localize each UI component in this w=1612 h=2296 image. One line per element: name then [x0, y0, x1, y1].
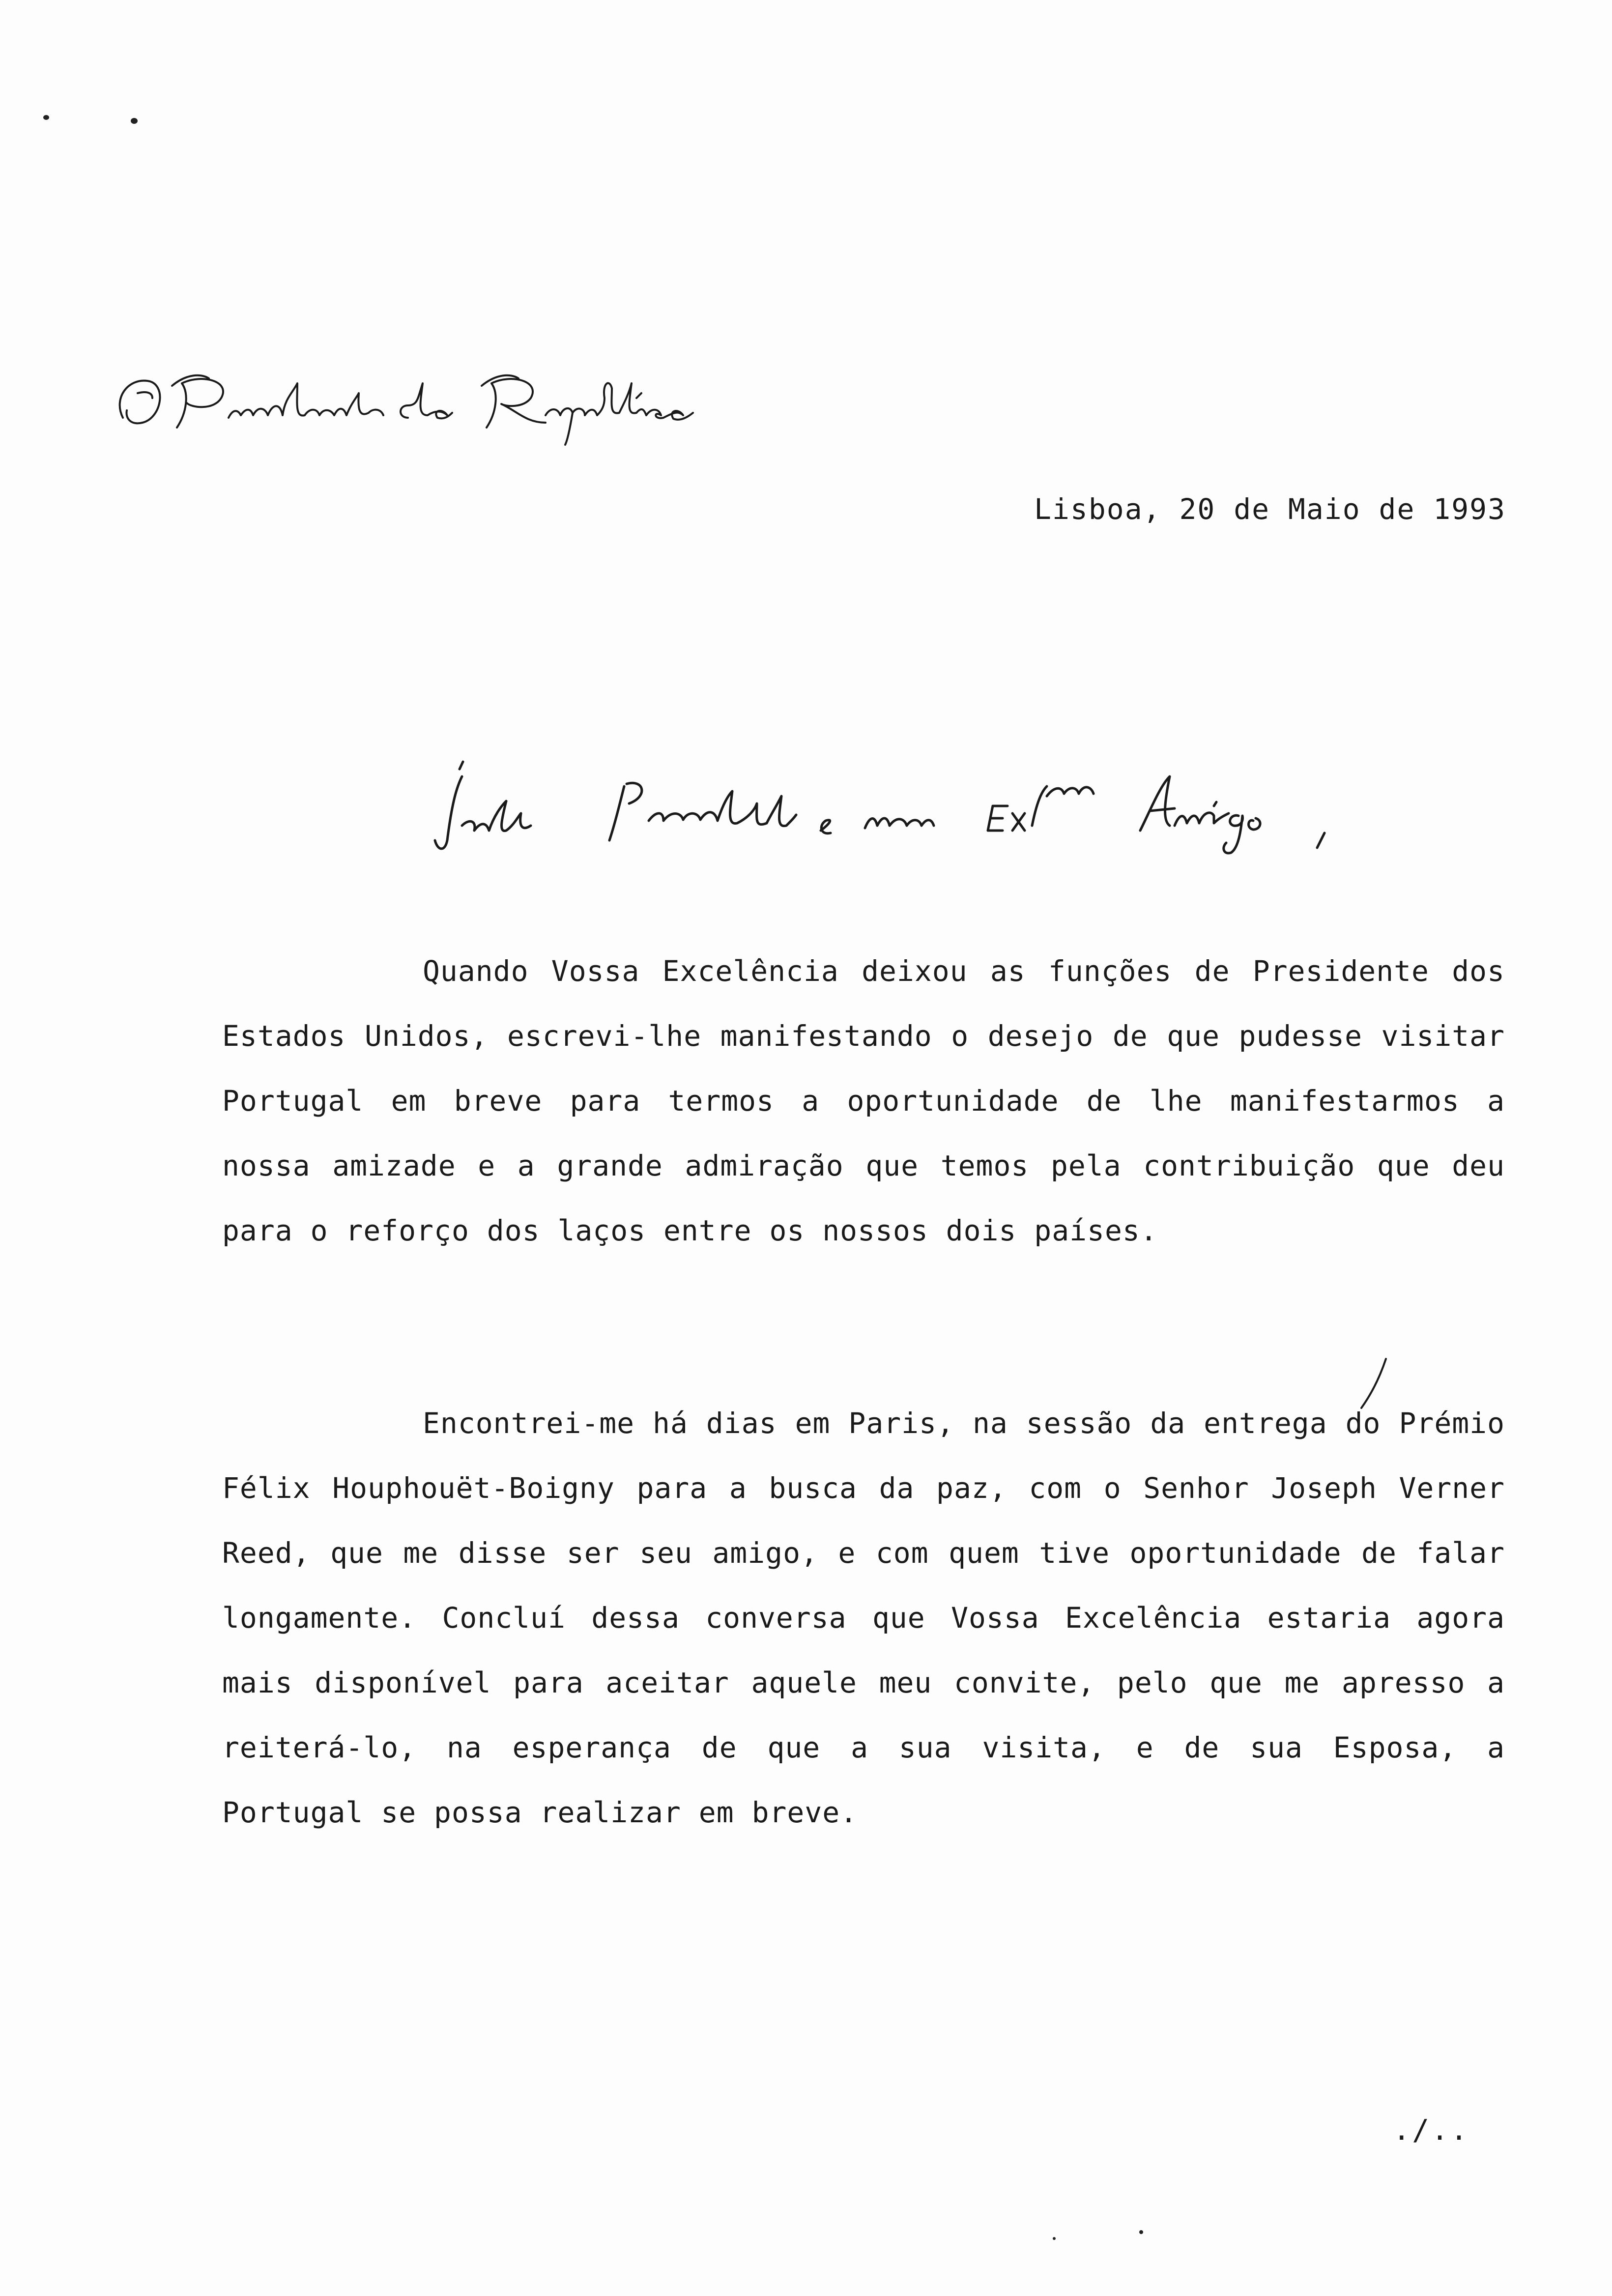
body-paragraph: Quando Vossa Excelência deixou as funções de Presidente dos Estados Unidos, escrevi-lhe manifestando o desejo de que pudesse visitar Portugal em breve para termos a oportunidade de lhe manifestarmos a nossa amizade e a grande admiração que temos pela contribuição que deu para o reforço dos laços entre os nossos dois países.	[222, 954, 1505, 1247]
dateline: Lisboa, 20 de Maio de 1993	[1034, 492, 1506, 526]
page-continuation-mark: ./..	[1393, 2113, 1469, 2147]
scan-speck	[1053, 2237, 1056, 2240]
scan-speck	[131, 118, 138, 124]
letterhead-script	[103, 364, 742, 447]
handwritten-salutation	[432, 757, 1366, 875]
scan-speck	[1139, 2230, 1143, 2234]
scan-speck	[43, 115, 49, 120]
body-paragraph: Encontrei-me há dias em Paris, na sessão da entrega do Prémio Félix Houphouët-Boigny para a busca da paz, com o Senhor Joseph Verner Reed, que me disse ser seu amigo, e com quem tive oportunidade de falar longamente. Concluí dessa conversa que Vossa Excelência estaria agora mais disponível para aceitar aquele meu convite, pelo que me apresso a reiterá-lo, na esperança de que a sua visita, e de sua Esposa, a Portugal se possa realizar em breve.	[222, 1406, 1505, 1829]
